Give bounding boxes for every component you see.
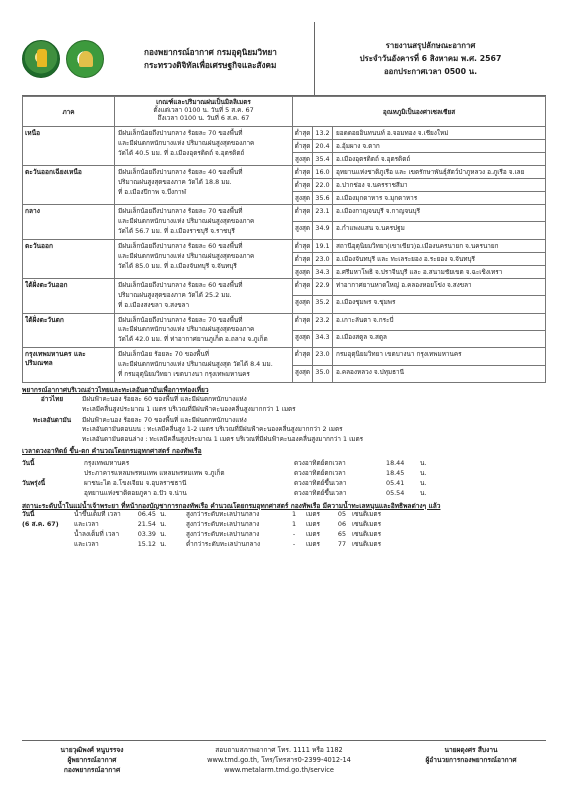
rain-period-end: ถึงเวลา 0100 น. วันที่ 6 ส.ค. 67 bbox=[157, 114, 250, 122]
tide-centimeter-unit: เซนติเมตร bbox=[352, 529, 382, 538]
tide-meter-unit: เมตร bbox=[306, 529, 320, 538]
region-name: ใต้ฝั่งตะวันตก bbox=[23, 313, 115, 348]
temp-kind: ต่ำสุด bbox=[293, 252, 313, 265]
temp-value: 35.4 bbox=[313, 153, 333, 166]
rain-summary-line: และมีฝนตกหนักบางแห่ง ปริมาณฝนสูงสุด วัดได้ 8.4 มม. bbox=[118, 360, 273, 369]
sun-time-row bbox=[22, 478, 546, 488]
temp-location: อ.อุ้มผาง จ.ตาก bbox=[333, 140, 546, 153]
ministry-name: กระทรวงดิจิทัลเพื่อเศรษฐกิจและสังคม bbox=[144, 59, 277, 70]
rain-summary-line: มีฝนเล็กน้อย ร้อยละ 70 ของพื้นที่ bbox=[118, 350, 209, 359]
region-table-body bbox=[23, 127, 546, 383]
forecaster-name: นายวุฒิพงศ์ หนูบรรจง bbox=[60, 746, 124, 754]
temp-location: อ.เมืองจันทบุรี และ ทะเลระยอง อ.ระยอง จ.จันทบุรี bbox=[333, 252, 546, 265]
rain-summary-line: และมีฝนตกหนักบางแห่ง ปริมาณฝนสูงสุดของภาค bbox=[118, 325, 255, 334]
temp-value: 13.2 bbox=[313, 127, 333, 140]
table-header-row bbox=[23, 97, 546, 127]
rain-summary bbox=[115, 239, 293, 278]
tide-description: สูงกว่าระดับทะเลปานกลาง bbox=[186, 509, 260, 518]
tide-meter-unit: เมตร bbox=[306, 509, 320, 518]
temp-value: 23.1 bbox=[313, 205, 333, 222]
rain-summary bbox=[115, 127, 293, 166]
rain-summary bbox=[115, 313, 293, 348]
tmd-logo-icon bbox=[22, 40, 60, 78]
contact-block bbox=[162, 746, 396, 776]
temp-value: 34.9 bbox=[313, 222, 333, 239]
sun-event: ดวงอาทิตย์ตกเวลา bbox=[294, 458, 346, 467]
report-header bbox=[22, 22, 546, 96]
table-row bbox=[23, 205, 546, 222]
sun-day: วันพรุ่งนี้ bbox=[22, 479, 46, 488]
temp-location: อ.ศรีมหาโพธิ จ.ปราจีนบุรี และ อ.สนามชัยเขต จ.ฉะเชิงเทรา bbox=[333, 265, 546, 278]
rain-summary-line: วัดได้ 42.0 มม. ที่ ท่าอากาศยานภูเก็ต อ.ถลาง จ.ภูเก็ต bbox=[118, 335, 268, 344]
forecast-line: มีฝนฟ้าคะนอง ร้อยละ 70 ของพื้นที่ และมีฝนตกหนักบางแห่ง bbox=[82, 415, 247, 424]
temp-kind: ต่ำสุด bbox=[293, 140, 313, 153]
temp-kind: สูงสุด bbox=[293, 365, 313, 382]
rain-summary bbox=[115, 166, 293, 205]
rain-summary-line: วัดได้ 56.7 มม. ที่ อ.เมืองราชบุรี จ.ราชบุรี bbox=[118, 226, 235, 235]
tide-section-title: สถานะระดับน้ำในแม่น้ำเจ้าพระยา ที่หน้ากองบัญชาการกองทัพเรือ คำนวณโดยกรมอุทกศาสตร์ กองทัพเรือ มีความน้ำทะเลหนุนและอิทธิพลต่างๆ แล้ว bbox=[22, 501, 441, 510]
temp-location: กรมอุตุนิยมวิทยา เขตบางนา กรุงเทพมหานคร bbox=[333, 348, 546, 365]
sun-time-unit: น. bbox=[420, 489, 427, 498]
forecast-section-title: พยากรณ์อากาศบริเวณอ่าวไทยและทะเลอันดามันเพื่อการท่องเที่ยว bbox=[22, 386, 209, 395]
forecast-line: ทะเลมีคลื่นสูงประมาณ 1 เมตร บริเวณที่มีฝนฟ้าคะนองคลื่นสูงมากกว่า 1 เมตร bbox=[82, 404, 296, 413]
temp-location: อ.เมืองกาญจนบุรี จ.กาญจนบุรี bbox=[333, 205, 546, 222]
rain-header-title: เกณฑ์และปริมาณฝนเป็นมิลลิเมตร bbox=[156, 98, 251, 106]
table-row bbox=[23, 239, 546, 252]
sun-day bbox=[22, 488, 84, 498]
contact-website[interactable]: www.tmd.go.th, โทร/โทรสาร0-2399-4012-14 bbox=[207, 755, 351, 764]
temp-location: อ.ปากช่อง จ.นครราชสีมา bbox=[333, 179, 546, 192]
temp-kind: ต่ำสุด bbox=[293, 313, 313, 330]
forecast-list bbox=[22, 395, 546, 444]
sun-time-unit: น. bbox=[420, 479, 427, 488]
tide-time-unit: น. bbox=[160, 529, 167, 538]
region-name: ใต้ฝั่งตะวันออก bbox=[23, 278, 115, 313]
forecast-text bbox=[82, 416, 546, 445]
tide-centimeters: 65 bbox=[337, 529, 347, 538]
temp-value: 23.0 bbox=[313, 348, 333, 365]
sun-day: วันนี้ bbox=[22, 458, 35, 467]
sun-time-row bbox=[22, 488, 546, 498]
tide-meters: - bbox=[292, 539, 296, 548]
sun-time-unit: น. bbox=[420, 468, 427, 477]
tide-event: และเวลา bbox=[74, 539, 99, 548]
region-name: ตะวันออก bbox=[23, 239, 115, 278]
director-name: นายผดุงศร สืบงาน bbox=[444, 746, 498, 754]
sun-day bbox=[22, 468, 84, 478]
organization-block bbox=[142, 22, 314, 95]
temp-value: 23.0 bbox=[313, 252, 333, 265]
rain-summary-line: และมีฝนตกหนักบางแห่ง ปริมาณฝนสูงสุดของภาค bbox=[118, 216, 255, 225]
temp-kind: สูงสุด bbox=[293, 192, 313, 205]
table-row bbox=[23, 127, 546, 140]
tide-time-unit: น. bbox=[160, 539, 167, 548]
tide-centimeters: 06 bbox=[337, 519, 347, 528]
rain-summary-line: ปริมาณฝนสูงสุดของภาค วัดได้ 25.2 มม. bbox=[118, 290, 232, 299]
tide-row bbox=[22, 530, 546, 540]
tide-row bbox=[22, 540, 546, 550]
org-name: กองพยากรณ์อากาศ กรมอุตุนิยมวิทยา bbox=[144, 46, 277, 57]
temp-location: ท่าอากาศยานหาดใหญ่ อ.คลองหอยโข่ง จ.สงขลา bbox=[333, 278, 546, 295]
tide-event: น้ำลงเต็มที่ เวลา bbox=[74, 529, 120, 538]
sun-time-unit: น. bbox=[420, 458, 427, 467]
director-role: ผู้อำนวยการกองพยากรณ์อากาศ bbox=[425, 755, 517, 764]
sun-time: 18.45 bbox=[386, 468, 405, 477]
tide-centimeter-unit: เซนติเมตร bbox=[352, 519, 382, 528]
temp-kind: ต่ำสุด bbox=[293, 166, 313, 179]
sun-time: 05.54 bbox=[386, 489, 405, 498]
sun-times-section-title: เวลาดวงอาทิตย์ ขึ้น-ตก คำนวณโดยกรมอุทกศาสตร์ กองทัพเรือ bbox=[22, 447, 202, 456]
weather-summary-table bbox=[22, 96, 546, 383]
tide-row bbox=[22, 510, 546, 520]
temp-location: อ.เมืองอุตรดิตถ์ จ.อุตรดิตถ์ bbox=[333, 153, 546, 166]
rain-summary-line: มีฝนเล็กน้อยถึงปานกลาง ร้อยละ 70 ของพื้นที่ bbox=[118, 315, 243, 324]
forecast-item bbox=[22, 416, 546, 445]
temp-value: 19.1 bbox=[313, 239, 333, 252]
tide-time-unit: น. bbox=[160, 519, 167, 528]
temp-kind: สูงสุด bbox=[293, 330, 313, 347]
temp-kind: ต่ำสุด bbox=[293, 127, 313, 140]
contact-phone: สอบถามสภาพอากาศ โทร. 1111 หรือ 1182 bbox=[215, 746, 343, 754]
temp-kind: สูงสุด bbox=[293, 265, 313, 278]
temperature-column-header: อุณหภูมิเป็นองศาเซลเซียส bbox=[293, 97, 546, 127]
sun-times-list bbox=[22, 458, 546, 499]
forecast-area: ทะเลอันดามัน bbox=[32, 415, 72, 424]
sun-place: ผาชนะได อ.โขงเจียม จ.อุบลราชธานี bbox=[84, 479, 187, 488]
table-row bbox=[23, 166, 546, 179]
temp-value: 35.0 bbox=[313, 365, 333, 382]
temp-kind: สูงสุด bbox=[293, 222, 313, 239]
tide-meter-unit: เมตร bbox=[306, 539, 320, 548]
forecast-line: ทะเลอันดามันตอนบน : ทะเลมีคลื่นสูง 1-2 เมตร บริเวณที่มีฝนฟ้าคะนองคลื่นสูงมากกว่า 2 เมตร bbox=[82, 425, 343, 434]
table-row bbox=[23, 348, 546, 365]
tide-event: และเวลา bbox=[74, 519, 99, 528]
report-footer bbox=[22, 740, 546, 776]
temp-location: สถานีอุตุนิยมวิทยา(เขาเขียว)อ.เมืองนครนายก จ.นครนายก bbox=[333, 239, 546, 252]
sun-place: ประภาคารแหลมพรหมเทพ แหลมพรหมเทพ จ.ภูเก็ต bbox=[84, 468, 225, 477]
tide-row bbox=[22, 520, 546, 530]
rain-summary bbox=[115, 205, 293, 240]
temp-location: อ.คลองหลวง จ.ปทุมธานี bbox=[333, 365, 546, 382]
forecaster-role: ผู้พยากรณ์อากาศ bbox=[67, 755, 117, 764]
tide-day: วันนี้ bbox=[22, 509, 35, 518]
rain-summary-line: มีฝนเล็กน้อยถึงปานกลาง ร้อยละ 60 ของพื้นที่ bbox=[118, 280, 243, 289]
tide-event: น้ำขึ้นเต็มที่ เวลา bbox=[74, 509, 121, 518]
rain-summary-line: มีฝนเล็กน้อยถึงปานกลาง ร้อยละ 60 ของพื้นที่ bbox=[118, 241, 243, 250]
forecaster-division: กองพยากรณ์อากาศ bbox=[63, 765, 121, 774]
forecast-item bbox=[22, 395, 546, 414]
temp-value: 34.3 bbox=[313, 265, 333, 278]
tide-meters: 1 bbox=[291, 509, 297, 518]
region-name: กลาง bbox=[23, 205, 115, 240]
tide-centimeter-unit: เซนติเมตร bbox=[352, 539, 382, 548]
temp-kind: ต่ำสุด bbox=[293, 348, 313, 365]
rain-summary-line: ที่ อ.เมืองปีกาพ จ.บึงกาฬ bbox=[118, 187, 187, 196]
contact-service-link[interactable]: www.metalarm.tmd.go.th/service bbox=[224, 765, 334, 774]
tide-time: 21.54 bbox=[137, 519, 156, 528]
region-name: เหนือ bbox=[23, 127, 115, 166]
rain-summary-line: ที่ กรมอุตุนิยมวิทยา เขตบางนา กรุงเทพมหานคร bbox=[118, 370, 250, 379]
tide-centimeter-unit: เซนติเมตร bbox=[352, 509, 382, 518]
tide-time: 03.39 bbox=[137, 529, 156, 538]
rain-summary-line: และมีฝนตกหนักบางแห่ง ปริมาณฝนสูงสุดของภาค bbox=[118, 138, 255, 147]
tide-day bbox=[22, 530, 74, 540]
temp-kind: ต่ำสุด bbox=[293, 205, 313, 222]
sun-place: อุทยานแห่งชาติดอยภูคา อ.ปัว จ.น่าน bbox=[84, 489, 187, 498]
tide-time: 06.45 bbox=[137, 509, 156, 518]
temp-kind: ต่ำสุด bbox=[293, 179, 313, 192]
temp-kind: ต่ำสุด bbox=[293, 278, 313, 295]
temp-value: 35.2 bbox=[313, 296, 333, 313]
temp-location: อุทยานแห่งชาติภูเรือ และ เขตรักษาพันธุ์สัตว์ป่าภูหลวง อ.ภูเรือ จ.เลย bbox=[333, 166, 546, 179]
sun-event: ดวงอาทิตย์ขึ้นเวลา bbox=[294, 489, 347, 498]
rain-summary bbox=[115, 348, 293, 383]
table-row bbox=[23, 278, 546, 295]
tide-time-unit: น. bbox=[160, 509, 167, 518]
tide-meters: - bbox=[292, 529, 296, 538]
temp-location: ยอดดอยอินทนนท์ อ.จอมทอง จ.เชียงใหม่ bbox=[333, 127, 546, 140]
temp-location: อ.กำแพงแสน จ.นครปฐม bbox=[333, 222, 546, 239]
temp-location: อ.เมืองชุมพร จ.ชุมพร bbox=[333, 296, 546, 313]
temp-location: อ.เกาะลันตา จ.กระบี่ bbox=[333, 313, 546, 330]
report-date: ประจำวันอังคารที่ 6 สิงหาคม พ.ศ. 2567 bbox=[359, 53, 502, 63]
rain-summary-line: มีฝนเล็กน้อยถึงปานกลาง ร้อยละ 70 ของพื้นที่ bbox=[118, 207, 243, 215]
temp-value: 22.0 bbox=[313, 179, 333, 192]
rain-summary-line: ปริมาณฝนสูงสุดของภาค วัดได้ 18.8 มม. bbox=[118, 177, 232, 186]
sun-event: ดวงอาทิตย์ตกเวลา bbox=[294, 468, 346, 477]
report-title-block bbox=[314, 22, 546, 95]
temp-value: 35.6 bbox=[313, 192, 333, 205]
rain-period-start: ตั้งแต่เวลา 0100 น. วันที่ 5 ส.ค. 67 bbox=[153, 106, 254, 114]
table-row bbox=[23, 313, 546, 330]
ministry-logo-icon bbox=[66, 40, 104, 78]
logo-group bbox=[22, 22, 142, 95]
temp-value: 23.2 bbox=[313, 313, 333, 330]
temp-kind: สูงสุด bbox=[293, 296, 313, 313]
tide-description: สูงกว่าระดับทะเลปานกลาง bbox=[186, 519, 260, 528]
sun-time: 05.41 bbox=[386, 479, 405, 488]
rain-summary-line: วัดได้ 85.0 มม. ที่ อ.เมืองจันทบุรี จ.จันทบุรี bbox=[118, 261, 237, 270]
forecast-line: มีฝนฟ้าคะนอง ร้อยละ 60 ของพื้นที่ และมีฝนตกหนักบางแห่ง bbox=[82, 395, 247, 404]
rain-summary-line: ที่ อ.เมืองสงขลา จ.สงขลา bbox=[118, 300, 190, 309]
tide-description: สูงกว่าระดับทะเลปานกลาง bbox=[186, 529, 260, 538]
sun-event: ดวงอาทิตย์ขึ้นเวลา bbox=[294, 479, 347, 488]
region-name: กรุงเทพมหานคร และปริมณฑล bbox=[23, 348, 115, 383]
forecast-area: อ่าวไทย bbox=[40, 395, 64, 404]
tide-time: 15.12 bbox=[137, 539, 156, 548]
tide-description: ต่ำกว่าระดับทะเลปานกลาง bbox=[186, 539, 261, 548]
rain-summary-line: วัดได้ 40.5 มม. ที่ อ.เมืองอุตรดิตถ์ จ.อุตรดิตถ์ bbox=[118, 148, 245, 157]
sun-place: กรุงเทพมหานคร bbox=[84, 458, 130, 467]
temp-kind: สูงสุด bbox=[293, 153, 313, 166]
tide-centimeters: 77 bbox=[337, 539, 347, 548]
temp-value: 34.3 bbox=[313, 330, 333, 347]
sun-time-row bbox=[22, 458, 546, 468]
temp-value: 20.4 bbox=[313, 140, 333, 153]
rain-summary-line: มีฝนเล็กน้อยถึงปานกลาง ร้อยละ 70 ของพื้นที่ bbox=[118, 129, 243, 137]
region-name: ตะวันออกเฉียงเหนือ bbox=[23, 166, 115, 205]
report-title: รายงานสรุปลักษณะอากาศ bbox=[385, 40, 476, 50]
forecast-text bbox=[82, 395, 546, 414]
region-column-header: ภาค bbox=[23, 97, 115, 127]
rain-summary bbox=[115, 278, 293, 313]
sun-time: 18.44 bbox=[386, 458, 405, 467]
forecaster-signature bbox=[22, 746, 162, 776]
rain-column-header bbox=[115, 97, 293, 127]
tide-centimeters: 05 bbox=[337, 509, 347, 518]
tide-day: (6 ส.ค. 67) bbox=[22, 519, 59, 528]
sun-time-row bbox=[22, 468, 546, 478]
rain-summary-line: และมีฝนตกหนักบางแห่ง ปริมาณฝนสูงสุดของภาค bbox=[118, 251, 255, 260]
rain-summary-line: มีฝนเล็กน้อยถึงปานกลาง ร้อยละ 40 ของพื้นที่ bbox=[118, 168, 243, 176]
forecast-line: ทะเลอันดามันตอนล่าง : ทะเลมีคลื่นสูงประมาณ 1 เมตร บริเวณที่มีฝนฟ้าคะนองคลื่นสูงมากกว่า 1 เมตร bbox=[82, 434, 364, 443]
temp-value: 22.9 bbox=[313, 278, 333, 295]
report-time: ออกประกาศเวลา 0500 น. bbox=[383, 67, 478, 77]
temp-value: 16.0 bbox=[313, 166, 333, 179]
temp-kind: ต่ำสุด bbox=[293, 239, 313, 252]
director-signature bbox=[396, 746, 546, 776]
tide-day bbox=[22, 540, 74, 550]
tide-meters: 1 bbox=[291, 519, 297, 528]
temp-location: อ.เมืองมุกดาหาร จ.มุกดาหาร bbox=[333, 192, 546, 205]
temp-location: อ.เมืองสตูล จ.สตูล bbox=[333, 330, 546, 347]
tide-meter-unit: เมตร bbox=[306, 519, 320, 528]
tide-list bbox=[22, 510, 546, 550]
